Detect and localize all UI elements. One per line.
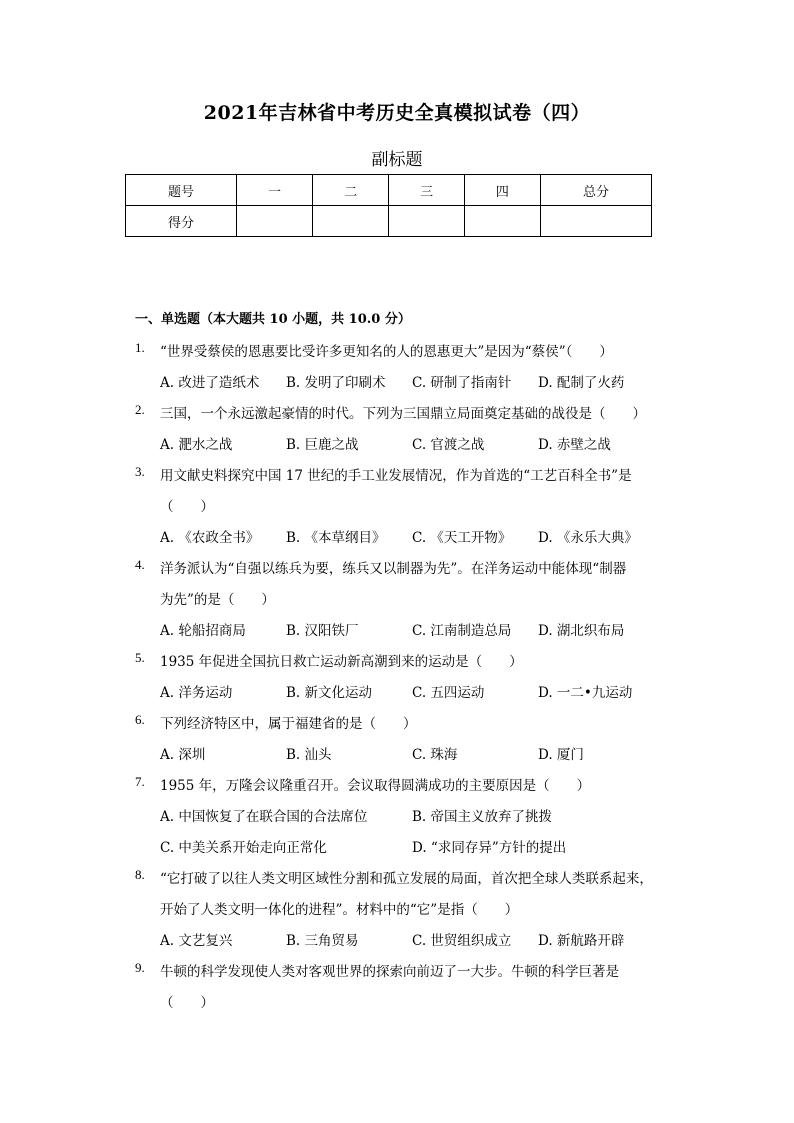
question-text: 洋务派认为“自强以练兵为要，练兵又以制器为先”。在洋务运动中能体现“制器: [160, 561, 627, 577]
answer-option[interactable]: A. 洋务运动: [160, 685, 233, 701]
answer-option[interactable]: A. 《农政全书》: [160, 530, 260, 546]
answer-option[interactable]: B. 汉阳铁厂: [286, 623, 359, 639]
table-cell: 得分: [126, 206, 237, 237]
question-number: 2.: [135, 402, 145, 417]
answer-option[interactable]: D. 厦门: [538, 747, 584, 763]
answer-option[interactable]: B. 发明了印刷术: [286, 375, 386, 391]
answer-option[interactable]: A. 改进了造纸术: [160, 375, 260, 391]
answer-option[interactable]: B. 新文化运动: [286, 685, 373, 701]
answer-option[interactable]: C. 研制了指南针: [412, 375, 512, 391]
table-cell: 题号: [126, 175, 237, 206]
answer-option[interactable]: D. 配制了火药: [538, 375, 625, 391]
answer-option[interactable]: C. 珠海: [412, 747, 458, 763]
question-text: 1935 年促进全国抗日救亡运动新高潮到来的运动是（ ）: [160, 654, 523, 670]
question-text: “世界受蔡侯的恩惠要比受许多更知名的人的恩惠更大”是因为“蔡侯”（ ）: [160, 344, 613, 360]
answer-option[interactable]: D. 一二•九运动: [538, 685, 633, 701]
section-heading: 一、单选题（本大题共 10 小题，共 10.0 分）: [135, 312, 411, 327]
score-input-cell[interactable]: [389, 206, 464, 237]
question-text: （ ）: [160, 499, 214, 515]
answer-option[interactable]: B. 巨鹿之战: [286, 437, 359, 453]
question-text: 1955 年，万隆会议隆重召开。会议取得圆满成功的主要原因是（ ）: [160, 778, 591, 794]
question-number: 6.: [135, 712, 145, 727]
answer-option[interactable]: D. 湖北织布局: [538, 623, 625, 639]
table-cell: 三: [389, 175, 464, 206]
exam-subtitle: 副标题: [371, 150, 423, 170]
question-text: 三国，一个永远激起豪情的时代。下列为三国鼎立局面奠定基础的战役是（ ）: [160, 406, 646, 422]
question-number: 5.: [135, 650, 145, 665]
question-number: 9.: [135, 960, 145, 975]
table-cell: 一: [236, 175, 312, 206]
score-input-cell[interactable]: [313, 206, 389, 237]
question-text: “它打破了以往人类文明区域性分割和孤立发展的局面，首次把全球人类联系起来，: [160, 871, 653, 887]
answer-option[interactable]: A. 文艺复兴: [160, 933, 233, 949]
score-input-cell[interactable]: [236, 206, 312, 237]
table-cell: 二: [313, 175, 389, 206]
answer-option[interactable]: D. “求同存异”方针的提出: [412, 840, 567, 856]
answer-option[interactable]: B. 汕头: [286, 747, 332, 763]
score-input-cell[interactable]: [541, 206, 652, 237]
answer-option[interactable]: B. 《本草纲目》: [286, 530, 386, 546]
answer-option[interactable]: D. 新航路开辟: [538, 933, 625, 949]
answer-option[interactable]: C. 五四运动: [412, 685, 485, 701]
score-input-cell[interactable]: [464, 206, 540, 237]
question-number: 4.: [135, 557, 145, 572]
question-text: （ ）: [160, 995, 214, 1011]
table-cell: 四: [464, 175, 540, 206]
question-text: 牛顿的科学发现使人类对客观世界的探索向前迈了一大步。牛顿的科学巨著是: [160, 964, 619, 980]
table-cell: 总分: [541, 175, 652, 206]
answer-option[interactable]: B. 三角贸易: [286, 933, 359, 949]
question-number: 1.: [135, 340, 145, 355]
answer-option[interactable]: C. 江南制造总局: [412, 623, 512, 639]
exam-title: 2021年吉林省中考历史全真模拟试卷（四）: [203, 102, 591, 124]
question-text: 用文献史料探究中国 17 世纪的手工业发展情况，作为首选的“工艺百科全书”是: [160, 468, 632, 484]
question-number: 8.: [135, 867, 145, 882]
question-number: 7.: [135, 774, 145, 789]
answer-option[interactable]: D. 《永乐大典》: [538, 530, 638, 546]
answer-option[interactable]: A. 中国恢复了在联合国的合法席位: [160, 809, 368, 825]
answer-option[interactable]: C. 世贸组织成立: [412, 933, 512, 949]
question-text: 开始了人类文明一体化的进程”。材料中的“它”是指（ ）: [160, 902, 519, 918]
question-text: 为先”的是（ ）: [160, 592, 275, 608]
answer-option[interactable]: C. 官渡之战: [412, 437, 485, 453]
answer-option[interactable]: A. 轮船招商局: [160, 623, 246, 639]
answer-option[interactable]: A. 淝水之战: [160, 437, 233, 453]
answer-option[interactable]: D. 赤壁之战: [538, 437, 611, 453]
answer-option[interactable]: C. 《天工开物》: [412, 530, 512, 546]
question-text: 下列经济特区中，属于福建省的是（ ）: [160, 716, 417, 732]
score-table: [125, 174, 652, 237]
answer-option[interactable]: B. 帝国主义放弃了挑拨: [412, 809, 553, 825]
question-number: 3.: [135, 464, 145, 479]
score-table-header-row: [126, 175, 652, 206]
answer-option[interactable]: A. 深圳: [160, 747, 206, 763]
score-table-score-row: [126, 206, 652, 237]
answer-option[interactable]: C. 中美关系开始走向正常化: [160, 840, 327, 856]
